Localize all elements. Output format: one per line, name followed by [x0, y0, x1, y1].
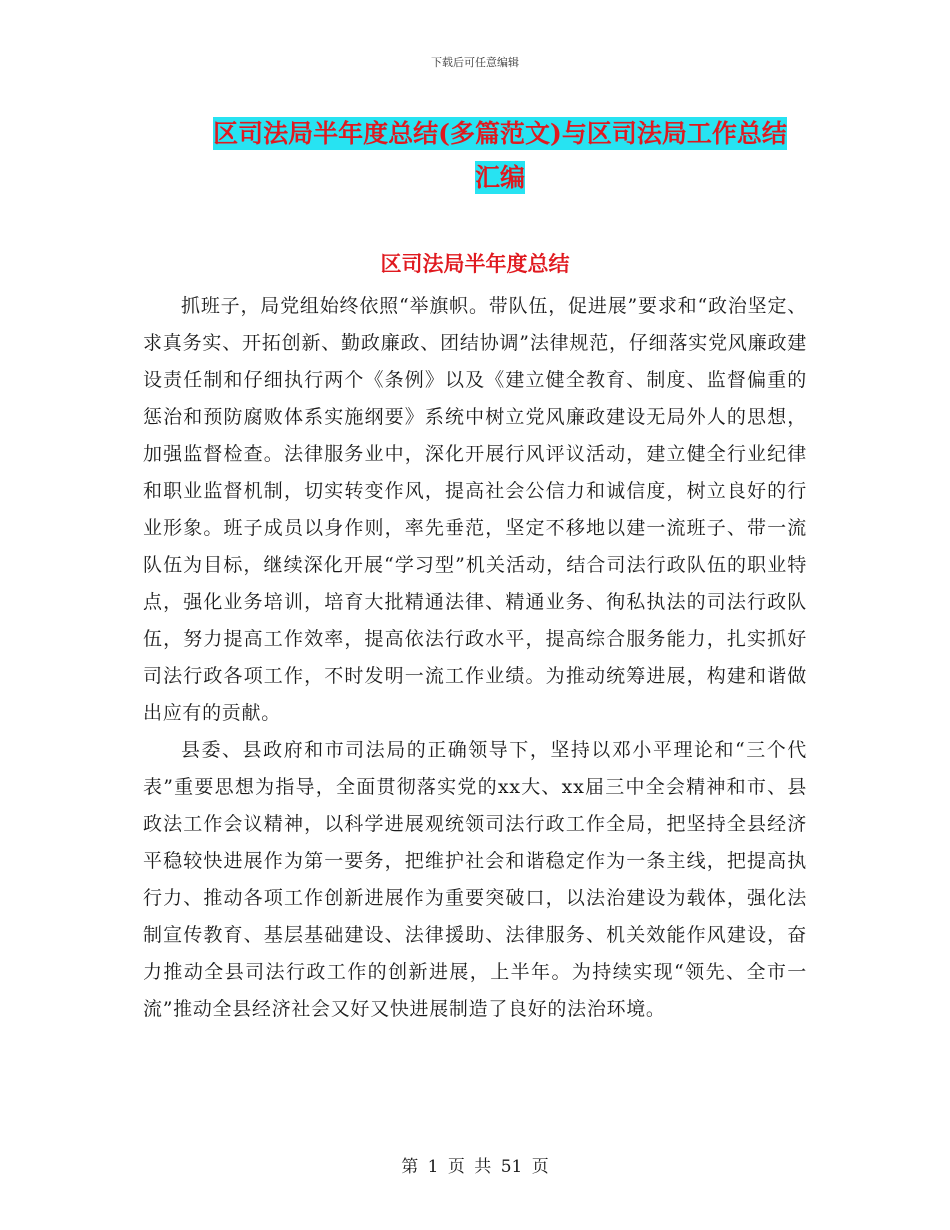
title-line-2: 汇编 [474, 163, 525, 192]
paragraph: 县委、县政府和市司法局的正确领导下，坚持以邓小平理论和“三个代表”重要思想为指导，全面贯彻落实党的xx大、xx届三中全会精神和市、县政法工作会议精神，以科学进展观统领司法行政工作全局，把坚持全县经济平稳较快进展作为第一要务，把维护社会和谐稳定作为一条主线，把提高执行力、推动各项工作创新进展作为重要突破口，以法治建设为载体，强化法制宣传教育、基层基础建设、法律援助、法律服务、机关效能作风建设，奋力推动全县司法行政工作的创新进展，上半年。为持续实现“领先、全市一流”推动全县经济社会又好又快进展制造了良好的法治环境。 [143, 739, 807, 1020]
section-title: 区司法局半年度总结 [380, 251, 570, 276]
paragraph: 抓班子，局党组始终依照“举旗帜。带队伍，促进展”要求和“政治坚定、求真务实、开拓创新、勤政廉政、团结协调”法律规范，仔细落实党风廉政建设责任制和仔细执行两个《条例》以及《建立健全教育、制度、监督偏重的惩治和预防腐败体系实施纲要》系统中树立党风廉政建设无局外人的思想，加强监督检查。法律服务业中，深化开展行风评议活动，建立健全行业纪律和职业监督机制，切实转变作风，提高社会公信力和诚信度，树立良好的行业形象。班子成员以身作则，率先垂范，坚定不移地以建一流班子、带一流队伍为目标，继续深化开展“学习型”机关活动，结合司法行政队伍的职业特点，强化业务培训，培育大批精通法律、精通业务、徇私执法的司法行政队伍，努力提高工作效率，提高依法行政水平，提高综合服务能力，扎实抓好司法行政各项工作，不时发明一流工作业绩。为推动统筹进展，构建和谐做出应有的贡献。 [143, 295, 807, 724]
header-note: 下载后可任意编辑 [431, 56, 519, 69]
page-number-footer: 第 1 页 共 51 页 [401, 1157, 549, 1177]
document-title [145, 112, 855, 200]
title-line-1: 区司法局半年度总结(多篇范文)与区司法局工作总结 [213, 119, 787, 148]
body-text [143, 288, 807, 1028]
